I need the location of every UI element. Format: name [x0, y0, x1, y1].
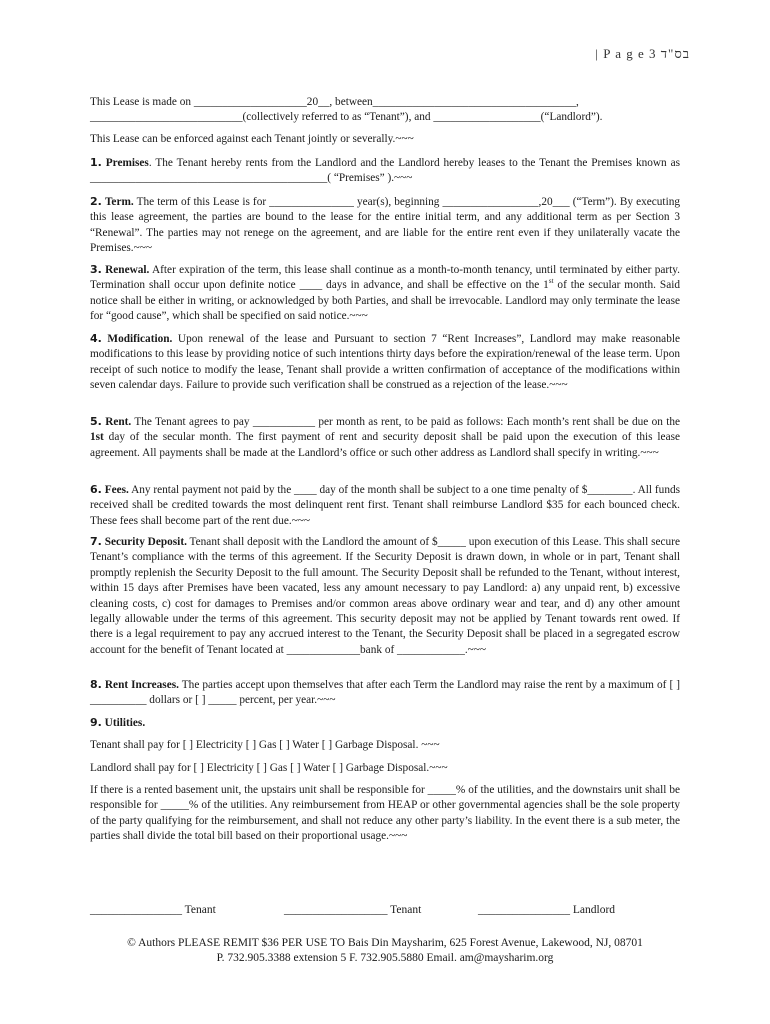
- section-title: Term.: [104, 196, 134, 208]
- section-fees: [90, 482, 680, 529]
- utilities-landlord-line: [90, 761, 680, 776]
- section-title: Rent Increases.: [104, 679, 179, 691]
- basement-text: If there is a rented basement unit, the upstairs unit shall be responsible for _____% of the utilities, and the downstairs unit shall be responsible for _____% of the utilities. Any reimbursement from HEAP or other governmental agencies shall be the sole property of the party qualifying for the reimbursement, and shall not reduce any other party’s liability. In the event there is a sub meter, the parties shall divide the total bill based on their proportional usage.~~~: [90, 784, 680, 843]
- section-text-cont: day of the secular month. The first payment of rent and security deposit shall be paid upon the execution of this lease agreement. All payments shall be made at the Landlord’s office or such other address as Landlord shall specify in writing.~~~: [90, 431, 680, 459]
- section-security-deposit: [90, 534, 680, 658]
- section-term: [90, 194, 680, 257]
- section-number: 7.: [90, 535, 102, 548]
- section-text: . The Tenant hereby rents from the Landlord and the Landlord hereby leases to the Tenant the Premises known as __________________________________________( “Premises” ).~~~: [90, 157, 680, 185]
- section-premises: [90, 155, 680, 187]
- intro-section: [90, 95, 680, 126]
- section-number: 5.: [90, 415, 102, 428]
- section-text-cont: of the secular month. Said notice shall be either in writing, or acknowledged by both Parties, and shall be irrevocable. Landlord may only terminate the lease for “good cause”, which shall be specified on said notice.~~~: [90, 279, 680, 323]
- tenant-utilities: Tenant shall pay for [ ] Electricity [ ] Gas [ ] Water [ ] Garbage Disposal. ~~~: [90, 739, 440, 751]
- due-day: 1st: [90, 431, 104, 444]
- page-number: | P a g e 3: [595, 46, 657, 61]
- page-header: [595, 46, 690, 62]
- section-number: 3.: [90, 263, 102, 276]
- section-utilities: [90, 715, 680, 731]
- footer: [60, 936, 710, 966]
- section-number: 8.: [90, 678, 102, 691]
- section-text: The Tenant agrees to pay ___________ per month as rent, to be paid as follows: Each month’s rent shall be due on the: [131, 416, 681, 428]
- section-text: Any rental payment not paid by the ____ day of the month shall be subject to a one time penalty of $________. All funds received shall be credited towards the most delinquent rent first. Tenant shall reimburse Landlord $35 for each bounced check. These fees shall become part of the rent due.~~~: [90, 484, 681, 527]
- footer-line-2: P. 732.905.3388 extension 5 F. 732.905.5880 Email. am@maysharim.org: [216, 952, 554, 964]
- section-title: Modification.: [107, 333, 173, 345]
- tenant-signature-1: ________________ Tenant: [90, 904, 216, 916]
- enforce-clause: [90, 132, 680, 147]
- section-number: 4.: [90, 332, 102, 345]
- section-number: 6.: [90, 483, 102, 496]
- enforce-text: This Lease can be enforced against each Tenant jointly or severally.~~~: [90, 133, 414, 145]
- section-modification: [90, 331, 680, 394]
- section-text: The term of this Lease is for _______________ year(s), beginning _________________,20___ (“Term”). By executing this lease agreement, the parties are bound to the lease for the entire initial term, and any additional term as per Section 3 “Renewal”. The parties may not renege on the agreement, and are liable for the entire rent even if they unilaterally vacate the Premises.~~~: [90, 196, 680, 255]
- intro-line-1: This Lease is made on ____________________20__, between____________________________________,: [90, 96, 579, 108]
- section-text: After expiration of the term, this lease shall continue as a month-to-month tenancy, until terminated by either party. Termination shall occur upon definite notice ____ days in advance, and shall be effective on the 1: [90, 264, 680, 292]
- section-rent: [90, 414, 680, 461]
- section-text: The parties accept upon themselves that after each Term the Landlord may raise the rent by a maximum of [ ] __________ dollars or [ ] _____ percent, per year.~~~: [90, 679, 681, 707]
- section-number: 2.: [90, 195, 102, 208]
- section-text: Tenant shall deposit with the Landlord the amount of $_____ upon execution of this Lease. This shall secure Tenant’s compliance with the terms of this agreement. If the Security Deposit is drawn down, in whole or in part, Tenant shall promptly replenish the Security Deposit to the full amount. The Security Deposit shall be refunded to the Tenant, without interest, within 15 days after Premises have been vacated, less any amount necessary to pay Landlord: a) any unpaid rent, b) excessive cleaning costs, c) cost for damages to Premises and/or common areas above ordinary wear and tear, and d) any other amount legally allowable under the terms of this agreement. This security deposit may not be applied by Tenant towards rent owed. If there is a legal requirement to pay any accrued interest to the Tenant, the Security Deposit shall be placed in a segregated escrow account for the benefit of Tenant located at _____________bank of ____________.~~~: [90, 536, 680, 656]
- utilities-basement-clause: [90, 783, 680, 845]
- landlord-signature: ________________ Landlord: [478, 904, 616, 916]
- landlord-utilities: Landlord shall pay for [ ] Electricity [ ] Gas [ ] Water [ ] Garbage Disposal.~~~: [90, 762, 448, 774]
- utilities-tenant-line: [90, 738, 680, 753]
- section-title: Utilities.: [104, 717, 146, 729]
- section-rent-increases: [90, 677, 680, 709]
- section-text: Upon renewal of the lease and Pursuant to section 7 “Rent Increases”, Landlord may make reasonable modifications to this lease by providing notice of such intentions thirty days before the expiration/renewal of the lease term. Upon receipt of such notice to modify the lease, Tenant shall provide a written confirmation of acceptance of the modifications within seven calendar days. Failure to provide such verification shall be construed as a rejection of the lease.~~~: [90, 333, 680, 392]
- ordinal-suffix: st: [548, 277, 554, 286]
- intro-line-2: ___________________________(collectively referred to as “Tenant”), and ___________________(“Landlord”).: [90, 111, 603, 124]
- section-title: Security Deposit.: [104, 536, 187, 548]
- section-number: 9.: [90, 716, 102, 729]
- section-title: Fees.: [104, 484, 129, 496]
- tenant-signature-2: __________________ Tenant: [284, 904, 422, 916]
- footer-line-1: © Authors PLEASE REMIT $36 PER USE TO Bais Din Maysharim, 625 Forest Avenue, Lakewood, NJ, 08701: [127, 937, 643, 949]
- section-title: Premises: [105, 157, 149, 169]
- section-title: Renewal.: [105, 264, 150, 276]
- section-renewal: [90, 262, 680, 325]
- hebrew-mark: בס"ד: [660, 46, 690, 61]
- section-title: Rent.: [105, 416, 132, 428]
- section-number: 1.: [90, 156, 102, 169]
